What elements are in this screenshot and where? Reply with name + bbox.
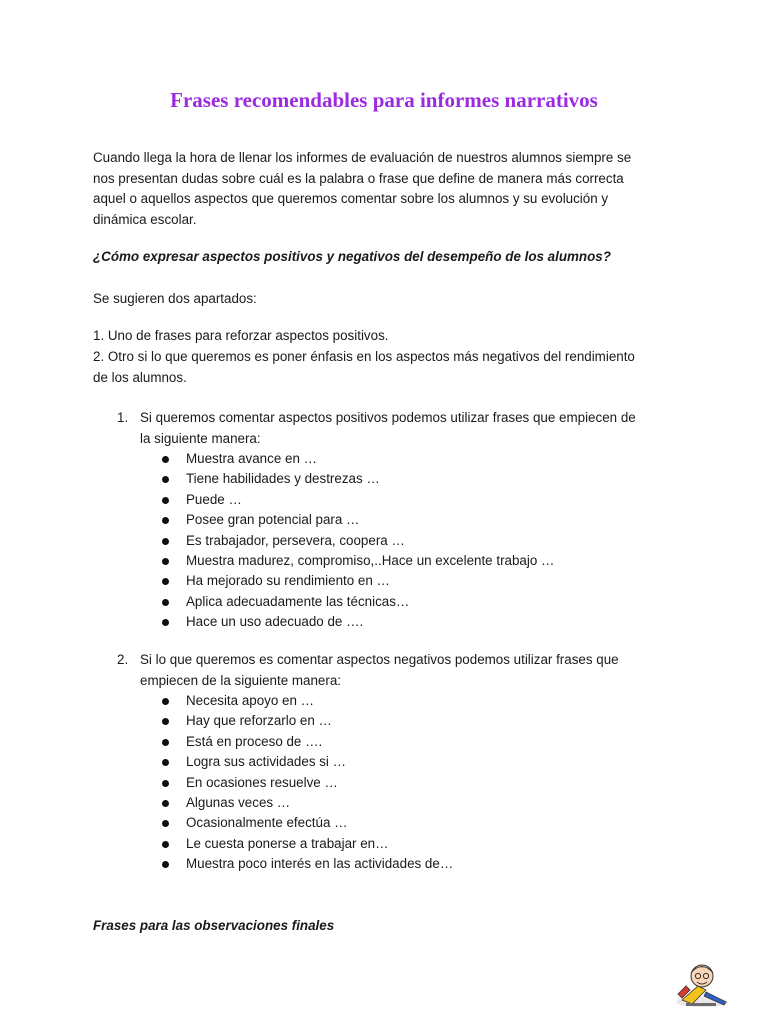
list-item-text: Ocasionalmente efectúa … <box>186 815 348 831</box>
list-item <box>0 469 554 489</box>
bullet-icon <box>162 759 169 766</box>
list-item <box>0 732 453 752</box>
bullet-icon <box>162 538 169 545</box>
intro-line: nos presentan dudas sobre cuál es la palabra o frase que define de manera más correcta <box>93 170 624 186</box>
point-one: 1. Uno de frases para reforzar aspectos positivos. <box>93 328 389 343</box>
bullet-icon <box>162 517 169 524</box>
list-item-text: Hay que reforzarlo en … <box>186 713 332 729</box>
point-two-line: 2. Otro si lo que queremos es poner énfasis en los aspectos más negativos del rendimiento <box>93 349 635 364</box>
list-item-text: Algunas veces … <box>186 794 291 810</box>
final-heading: Frases para las observaciones finales <box>93 918 335 933</box>
list-item-text: Ha mejorado su rendimiento en … <box>186 573 390 589</box>
document-title: Frases recomendables para informes narrativos <box>170 88 598 112</box>
list-item <box>0 711 453 731</box>
intro-line: dinámica escolar. <box>93 211 197 227</box>
point-two-line: de los alumnos. <box>93 369 187 385</box>
bullet-icon <box>162 476 169 483</box>
bullet-icon <box>162 578 169 585</box>
bullet-icon <box>162 820 169 827</box>
section-intro-line: la siguiente manera: <box>140 430 261 446</box>
list-item <box>0 510 554 530</box>
list-item-text: Hace un uso adecuado de …. <box>186 614 364 630</box>
list-item-text: Le cuesta ponerse a trabajar en… <box>186 835 389 851</box>
positive-phrases-list <box>0 449 554 633</box>
list-item <box>0 612 554 632</box>
section-intro-line: Si queremos comentar aspectos positivos podemos utilizar frases que empiecen de <box>140 410 636 425</box>
list-item <box>0 813 453 833</box>
list-item-text: Puede … <box>186 491 242 507</box>
list-item <box>0 592 554 612</box>
question-heading: ¿Cómo expresar aspectos positivos y negativos del desempeño de los alumnos? <box>93 249 611 264</box>
list-item <box>0 449 554 469</box>
list-item-text: Aplica adecuadamente las técnicas… <box>186 593 410 609</box>
negative-phrases-list <box>0 691 453 875</box>
section-number: 2. <box>117 652 129 667</box>
bullet-icon <box>162 739 169 746</box>
list-item <box>0 773 453 793</box>
list-item <box>0 793 453 813</box>
list-item <box>0 551 554 571</box>
section-intro <box>140 650 670 691</box>
list-item-text: En ocasiones resuelve … <box>186 774 338 790</box>
bullet-icon <box>162 698 169 705</box>
list-item-text: Muestra madurez, compromiso,..Hace un excelente trabajo … <box>186 552 555 568</box>
section-intro-line: empiecen de la siguiente manera: <box>140 672 341 688</box>
point-two <box>93 347 683 388</box>
list-item-text: Está en proceso de …. <box>186 733 323 749</box>
list-item <box>0 571 554 591</box>
list-item <box>0 531 554 551</box>
list-item-text: Tiene habilidades y destrezas … <box>186 471 380 487</box>
intro-line: aquel o aquellos aspectos que queremos comentar sobre los alumnos y su evolución y <box>93 191 609 206</box>
intro-line: Cuando llega la hora de llenar los informes de evaluación de nuestros alumnos siempre se <box>93 150 632 165</box>
list-item <box>0 834 453 854</box>
bullet-icon <box>162 841 169 848</box>
bullet-icon <box>162 861 169 868</box>
list-item-text: Posee gran potencial para … <box>186 512 360 528</box>
bullet-icon <box>162 800 169 807</box>
list-item-text: Logra sus actividades si … <box>186 754 347 770</box>
bullet-icon <box>162 558 169 565</box>
bullet-icon <box>162 718 169 725</box>
list-item <box>0 691 453 711</box>
bullet-icon <box>162 599 169 606</box>
section-number: 1. <box>117 410 129 425</box>
bullet-icon <box>162 456 169 463</box>
section-intro-line: Si lo que queremos es comentar aspectos negativos podemos utilizar frases que <box>140 652 619 667</box>
bullet-icon <box>162 780 169 787</box>
list-item-text: Muestra avance en … <box>186 451 317 466</box>
cartoon-character-logo-icon <box>672 956 732 1008</box>
bullet-icon <box>162 497 169 504</box>
suggest-text: Se sugieren dos apartados: <box>93 291 257 306</box>
list-item-text: Es trabajador, persevera, coopera … <box>186 532 405 548</box>
list-item-text: Muestra poco interés en las actividades de… <box>186 856 454 872</box>
bullet-icon <box>162 619 169 626</box>
list-item <box>0 854 453 874</box>
list-item <box>0 490 554 510</box>
section-intro <box>140 408 670 449</box>
list-item-text: Necesita apoyo en … <box>186 693 315 708</box>
list-item <box>0 752 453 772</box>
intro-paragraph <box>93 148 673 230</box>
